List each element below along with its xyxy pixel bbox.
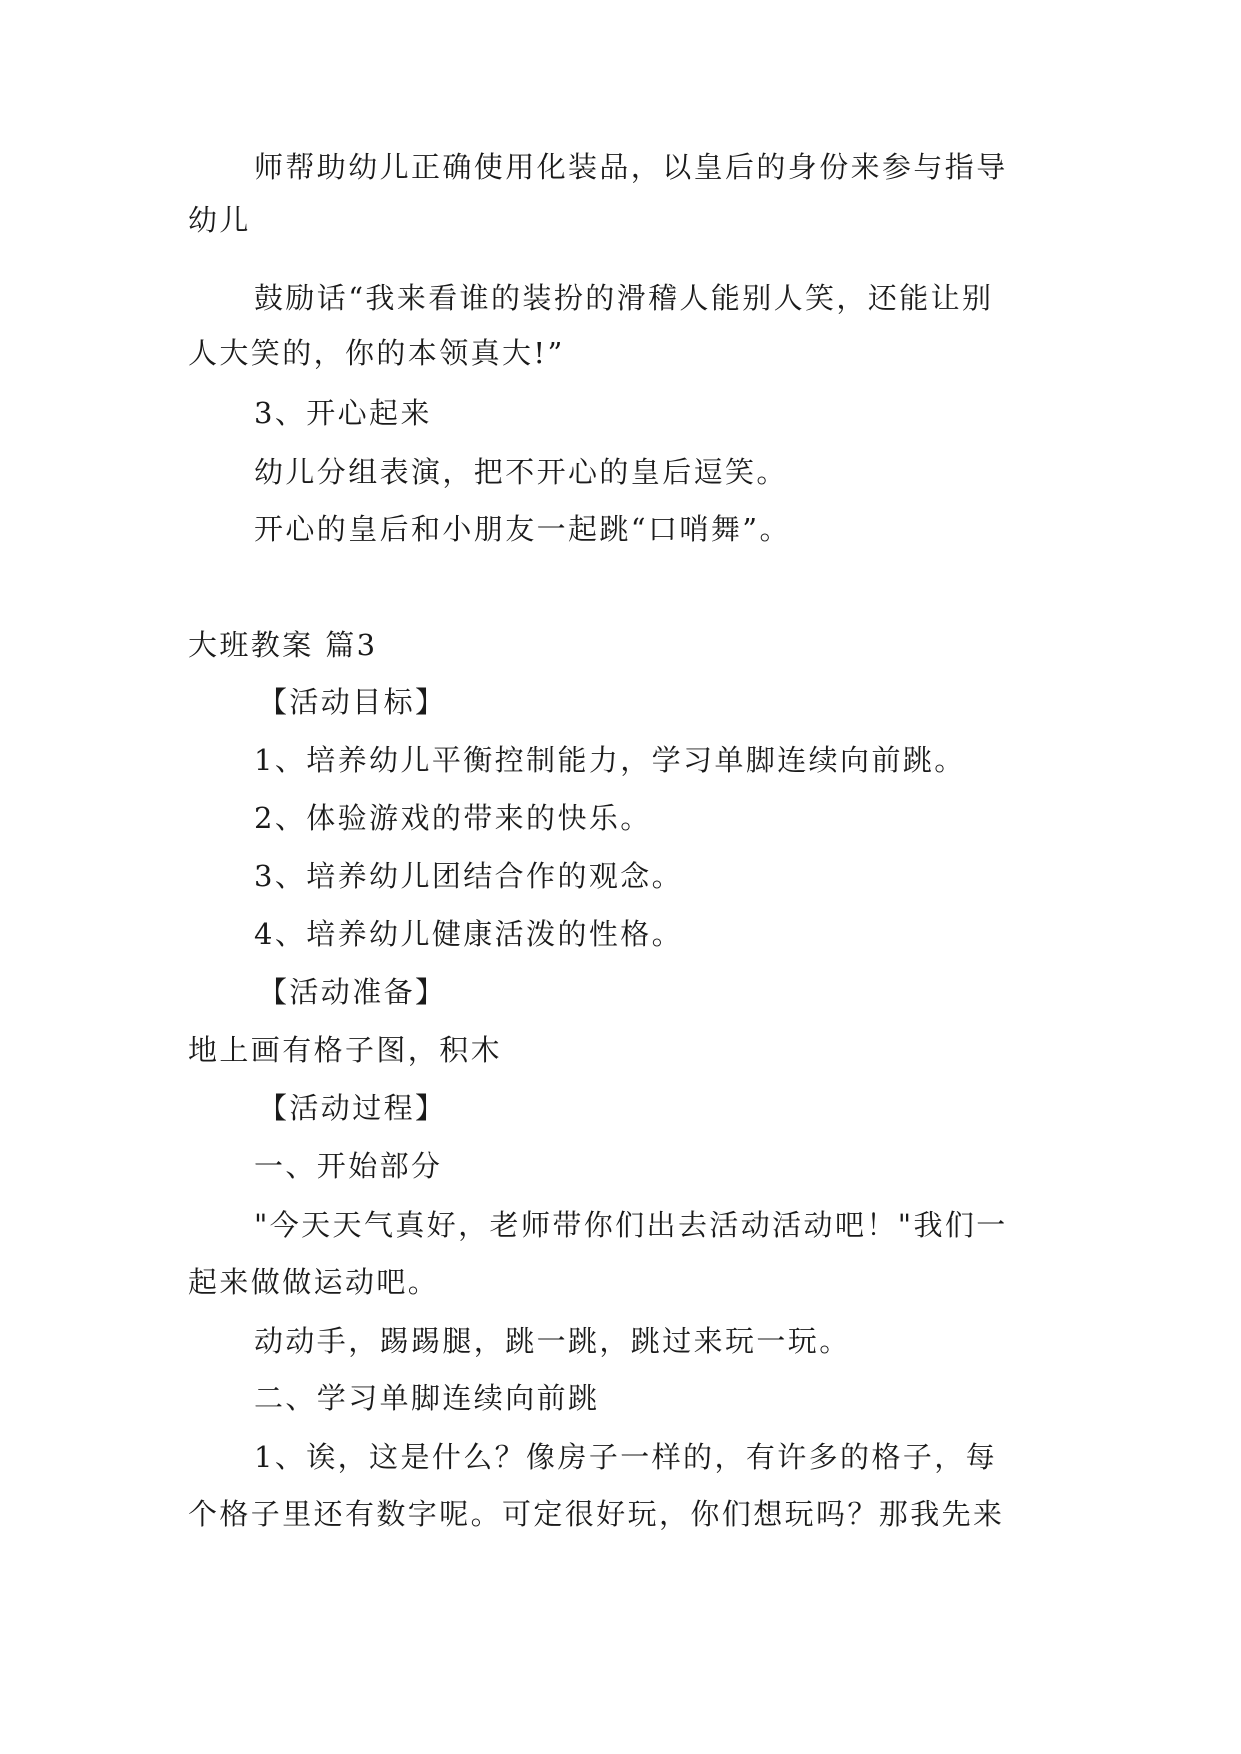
section-step: 一、开始部分: [254, 1149, 443, 1183]
paragraph-line: 起来做做运动吧。: [188, 1265, 440, 1299]
paragraph-line: 师帮助幼儿正确使用化装品，以皇后的身份来参与指导: [254, 150, 1008, 184]
paragraph-line: 个格子里还有数字呢。可定很好玩，你们想玩吗？那我先来: [188, 1497, 1005, 1531]
paragraph-line: 人大笑的，你的本领真大!”: [188, 336, 565, 370]
section-title: 大班教案 篇3: [188, 628, 378, 662]
section-step: 二、学习单脚连续向前跳: [254, 1381, 600, 1415]
subsection-heading: 【活动过程】: [258, 1091, 447, 1125]
paragraph-line: 幼儿: [188, 203, 251, 237]
subsection-heading: 【活动准备】: [258, 975, 447, 1009]
list-item: 4、培养幼儿健康活泼的性格。: [254, 917, 684, 951]
paragraph-line: 地上画有格子图，积木: [188, 1033, 503, 1067]
paragraph-line: 开心的皇后和小朋友一起跳“口哨舞”。: [254, 512, 791, 546]
paragraph-line: 幼儿分组表演，把不开心的皇后逗笑。: [254, 455, 788, 489]
subsection-heading: 【活动目标】: [258, 685, 447, 719]
section-step: 3、开心起来: [254, 396, 432, 430]
paragraph-line: 鼓励话“我来看谁的装扮的滑稽人能别人笑，还能让别: [254, 281, 994, 315]
list-item: 2、体验游戏的带来的快乐。: [254, 801, 652, 835]
paragraph-line: 动动手，踢踢腿，跳一跳，跳过来玩一玩。: [254, 1324, 851, 1358]
paragraph-line: 1、诶，这是什么？像房子一样的，有许多的格子，每: [254, 1440, 998, 1474]
paragraph-line: "今天天气真好，老师带你们出去活动活动吧！"我们一: [254, 1208, 1008, 1242]
list-item: 3、培养幼儿团结合作的观念。: [254, 859, 684, 893]
list-item: 1、培养幼儿平衡控制能力，学习单脚连续向前跳。: [254, 743, 966, 777]
